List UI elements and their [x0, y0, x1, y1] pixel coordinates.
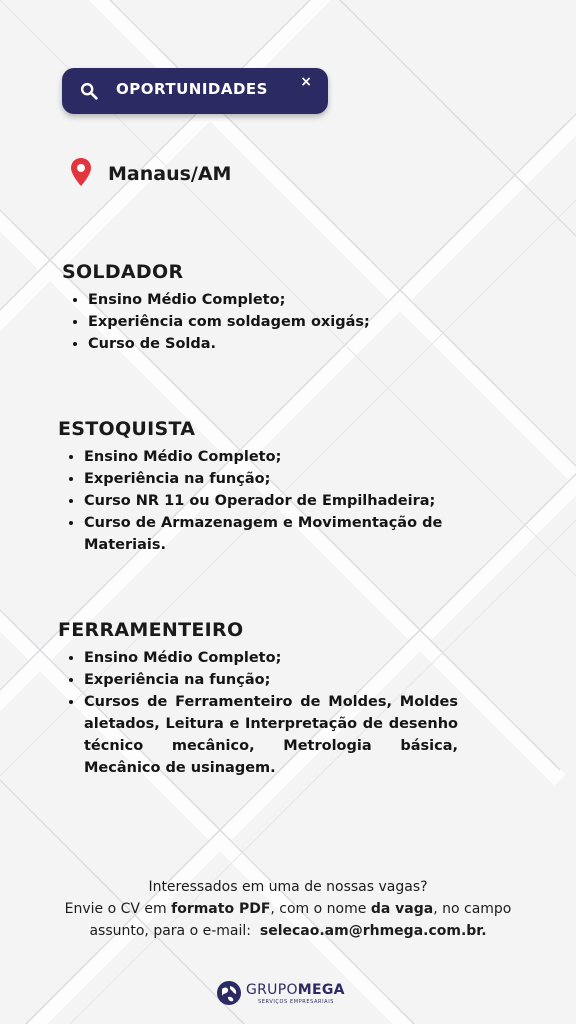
requirement-item: • Ensino Médio Completo;	[88, 289, 442, 311]
requirement-item: • Curso de Armazenagem e Movimentação de Materiais.	[84, 512, 458, 556]
requirements-list	[58, 647, 458, 779]
job-title: ESTOQUISTA	[58, 418, 196, 440]
brand-name: GRUPOMEGA	[246, 982, 345, 998]
footer-email-line: assunto, para o e-mail: selecao.am@rhmega.com.br.	[89, 923, 487, 939]
grupomega-logo	[216, 978, 366, 1008]
application-instructions	[40, 876, 536, 942]
contact-email-link[interactable]: selecao.am@rhmega.com.br.	[259, 923, 487, 939]
requirements-list	[58, 446, 458, 556]
opportunities-search-bar[interactable]	[62, 68, 328, 114]
requirements-list	[62, 289, 442, 355]
brand-tagline: SERVIÇOS EMPRESARIAIS	[258, 999, 335, 1005]
requirement-item: • Ensino Médio Completo;	[84, 446, 458, 468]
page-title: OPORTUNIDADES	[116, 80, 268, 98]
requirement-item: • Ensino Médio Completo;	[84, 647, 458, 669]
search-icon	[78, 80, 100, 102]
job-title: SOLDADOR	[62, 261, 184, 283]
requirement-item: • Experiência com soldagem oxigás;	[88, 311, 442, 333]
footer-question: Interessados em uma de nossas vagas?	[148, 879, 428, 895]
format-pdf-highlight: formato PDF	[171, 901, 271, 917]
job-name-highlight: da vaga	[370, 901, 434, 917]
requirement-item: • Cursos de Ferramenteiro de Moldes, Moldes aletados, Leitura e Interpretação de desenho técnico mecânico, Metrologia básica, Mecânico de usinagem.	[84, 691, 458, 779]
requirement-item: • Curso de Solda.	[88, 333, 442, 355]
requirement-item: • Experiência na função;	[84, 468, 458, 490]
job-estoquista	[58, 418, 458, 556]
globe-logo-icon	[216, 980, 242, 1006]
footer-instructions-line: Envie o CV em formato PDF, com o nome da vaga, no campo	[64, 901, 512, 917]
location-city: Manaus/AM	[108, 163, 232, 185]
job-soldador	[62, 261, 442, 355]
requirement-item: • Curso NR 11 ou Operador de Empilhadeira;	[84, 490, 458, 512]
map-pin-icon	[70, 157, 92, 187]
job-ferramenteiro	[58, 619, 458, 779]
job-title: FERRAMENTEIRO	[58, 619, 244, 641]
close-icon[interactable]: ×	[300, 74, 312, 90]
requirement-item: • Experiência na função;	[84, 669, 458, 691]
